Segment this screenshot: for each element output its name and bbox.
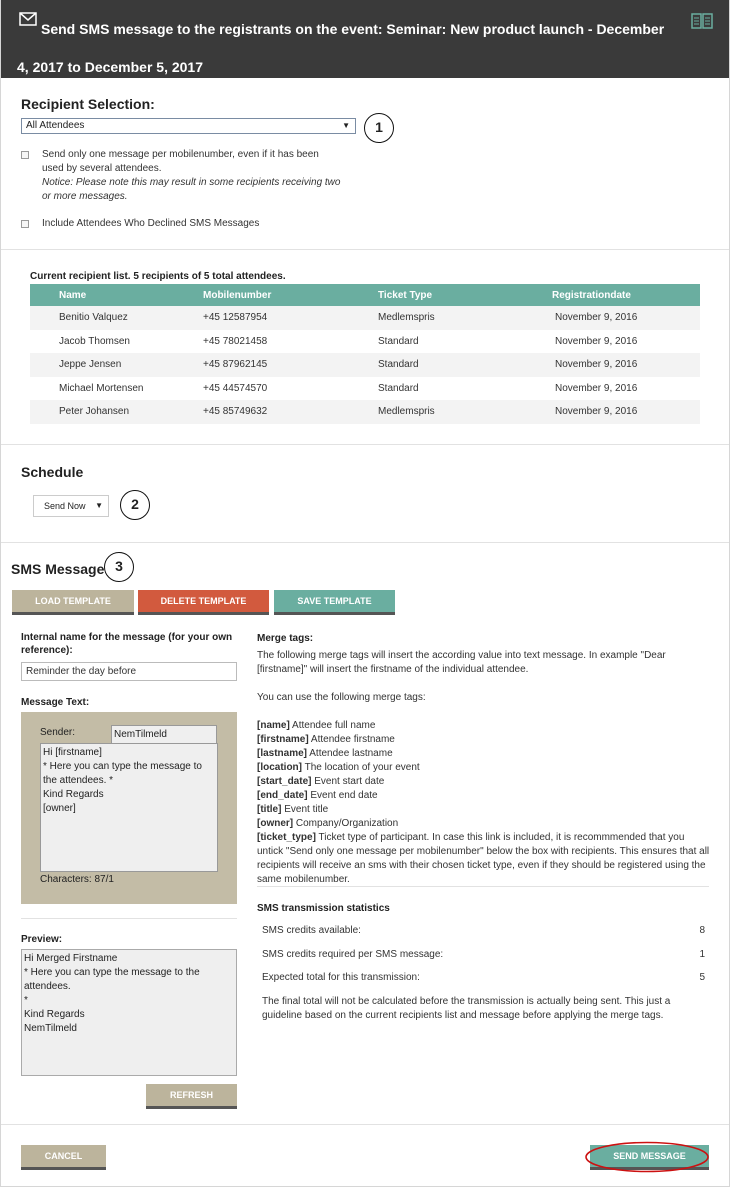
merge-tags-heading: Merge tags: — [257, 633, 314, 644]
table-row — [30, 377, 700, 401]
sms-heading: SMS Message — [11, 561, 105, 577]
cell-ticket: Standard — [378, 353, 552, 377]
preview-label: Preview: — [21, 934, 63, 945]
stat-label: SMS credits required per SMS message: — [262, 949, 444, 960]
table-row — [30, 400, 700, 424]
column-header-ticket: Ticket Type — [378, 284, 552, 306]
schedule-select[interactable]: Send Now ▼ — [33, 495, 109, 517]
recipient-list-caption: Current recipient list. 5 recipients of 5 total attendees. — [30, 271, 286, 282]
merge-tag-item: [start_date] Event start date — [257, 776, 385, 787]
cell-mobile: +45 78021458 — [203, 335, 268, 347]
internal-name-input[interactable]: Reminder the day before — [21, 662, 237, 681]
dropdown-arrow-icon: ▼ — [342, 121, 350, 130]
recipient-table — [30, 284, 700, 424]
cell-date: November 9, 2016 — [552, 400, 700, 424]
divider — [257, 886, 709, 887]
stats-heading: SMS transmission statistics — [257, 903, 390, 914]
column-header-date: Registrationdate — [552, 284, 700, 306]
one-message-notice: Notice: Please note this may result in some recipients receiving two or more messages. — [42, 177, 341, 202]
one-message-label: Send only one message per mobilenumber, even if it has been used by several attendees. Notice: Please note this may result in some recipients receiving two or more messages. — [42, 149, 341, 202]
send-message-button[interactable]: SEND MESSAGE — [590, 1145, 709, 1167]
recipient-heading: Recipient Selection: — [21, 96, 155, 112]
dialog-header — [1, 0, 729, 78]
one-message-checkbox[interactable] — [21, 151, 29, 159]
divider — [21, 918, 237, 919]
merge-tag-item: [firstname] Attendee firstname — [257, 734, 395, 745]
cell-ticket: Standard — [378, 382, 419, 394]
stat-label: Expected total for this transmission: — [262, 972, 420, 983]
column-header-mobile: Mobilenumber — [203, 284, 378, 306]
merge-tag-item: [location] The location of your event — [257, 762, 420, 773]
cell-date: November 9, 2016 — [555, 335, 638, 347]
cell-date: November 9, 2016 — [552, 306, 700, 330]
dialog-title: Send SMS message to the registrants on the event: Seminar: New product launch - December 4, 2017 to December 5, 2017 — [17, 21, 665, 75]
cell-ticket: Medlemspris — [378, 306, 552, 330]
save-template-button[interactable]: SAVE TEMPLATE — [274, 590, 395, 612]
table-row — [30, 353, 700, 377]
sender-input[interactable]: NemTilmeld — [111, 725, 217, 744]
merge-tag-item: [name] Attendee full name — [257, 720, 376, 731]
refresh-button[interactable]: REFRESH — [146, 1084, 237, 1106]
merge-tag-item: [title] Event title — [257, 804, 329, 815]
cell-mobile: +45 85749632 — [203, 400, 378, 424]
merge-tag-item: [lastname] Attendee lastname — [257, 748, 393, 759]
stat-label: SMS credits available: — [262, 925, 361, 936]
step-marker-3: 3 — [104, 552, 134, 582]
divider — [1, 542, 729, 543]
cancel-button[interactable]: CANCEL — [21, 1145, 106, 1167]
divider — [1, 249, 729, 250]
merge-tag-item: [owner] Company/Organization — [257, 818, 399, 829]
cell-name: Jeppe Jensen — [30, 353, 203, 377]
schedule-heading: Schedule — [21, 464, 84, 480]
merge-tag-item: [end_date] Event end date — [257, 790, 378, 801]
help-book-icon[interactable] — [691, 12, 713, 30]
cell-name: Jacob Thomsen — [59, 335, 130, 347]
cell-mobile: +45 87962145 — [203, 353, 378, 377]
stat-value: 1 — [699, 949, 705, 960]
message-text-panel — [21, 712, 237, 904]
step-marker-2: 2 — [120, 490, 150, 520]
merge-tags-intro: The following merge tags will insert the according value into text message. In example "Dear [firstname]" will insert the firstname of the individual attendee. — [257, 650, 666, 675]
load-template-button[interactable]: LOAD TEMPLATE — [12, 590, 134, 612]
cell-mobile: +45 44574570 — [203, 382, 268, 394]
preview-box: Hi Merged Firstname * Here you can type the message to the attendees. * Kind Regards NemTilmeld — [21, 949, 237, 1076]
internal-name-label: Internal name for the message (for your own reference): — [21, 632, 233, 656]
merge-tag-list — [257, 719, 711, 887]
dropdown-arrow-icon: ▼ — [95, 501, 103, 510]
stats-note: The final total will not be calculated before the transmission is actually being sent. This just a guideline based on the current recipients list and message before applying the merge tags. — [262, 996, 671, 1021]
recipient-select[interactable]: All Attendees ▼ — [21, 118, 356, 134]
delete-template-button[interactable]: DELETE TEMPLATE — [138, 590, 269, 612]
include-declined-label: Include Attendees Who Declined SMS Messages — [42, 218, 260, 229]
cell-name: Michael Mortensen — [59, 382, 144, 394]
merge-tag-item: [ticket_type] Ticket type of participant. In case this link is included, it is recommmended that you untick "Send only one message per mobilenumber" below the box with recipients. This ensures that all recipients will receive an sms with their chosen ticket type, even if they should be registered using the same mobilenumber. — [257, 832, 710, 885]
cell-name: Peter Johansen — [30, 400, 203, 424]
divider — [1, 444, 729, 445]
cell-ticket: Standard — [378, 335, 419, 347]
stat-value: 5 — [699, 972, 705, 983]
cell-ticket: Medlemspris — [378, 400, 552, 424]
include-declined-checkbox[interactable] — [21, 220, 29, 228]
cell-date: November 9, 2016 — [552, 353, 700, 377]
highlight-ellipse — [584, 1140, 710, 1174]
cell-date: November 9, 2016 — [555, 382, 638, 394]
message-textarea[interactable]: Hi [firstname] * Here you can type the message to the attendees. * Kind Regards [owner] — [40, 743, 218, 872]
column-header-name: Name — [30, 284, 203, 306]
step-marker-1: 1 — [364, 113, 394, 143]
message-text-label: Message Text: — [21, 697, 90, 708]
cell-name: Benitio Valquez — [30, 306, 203, 330]
merge-tags-use-line: You can use the following merge tags: — [257, 692, 426, 703]
divider — [1, 1124, 729, 1125]
table-row — [30, 330, 700, 354]
table-header-row — [30, 284, 700, 306]
cell-mobile: +45 12587954 — [203, 306, 378, 330]
sender-label: Sender: — [40, 727, 76, 738]
stat-value: 8 — [699, 925, 705, 936]
character-count: Characters: 87/1 — [40, 874, 114, 885]
table-row — [30, 306, 700, 330]
